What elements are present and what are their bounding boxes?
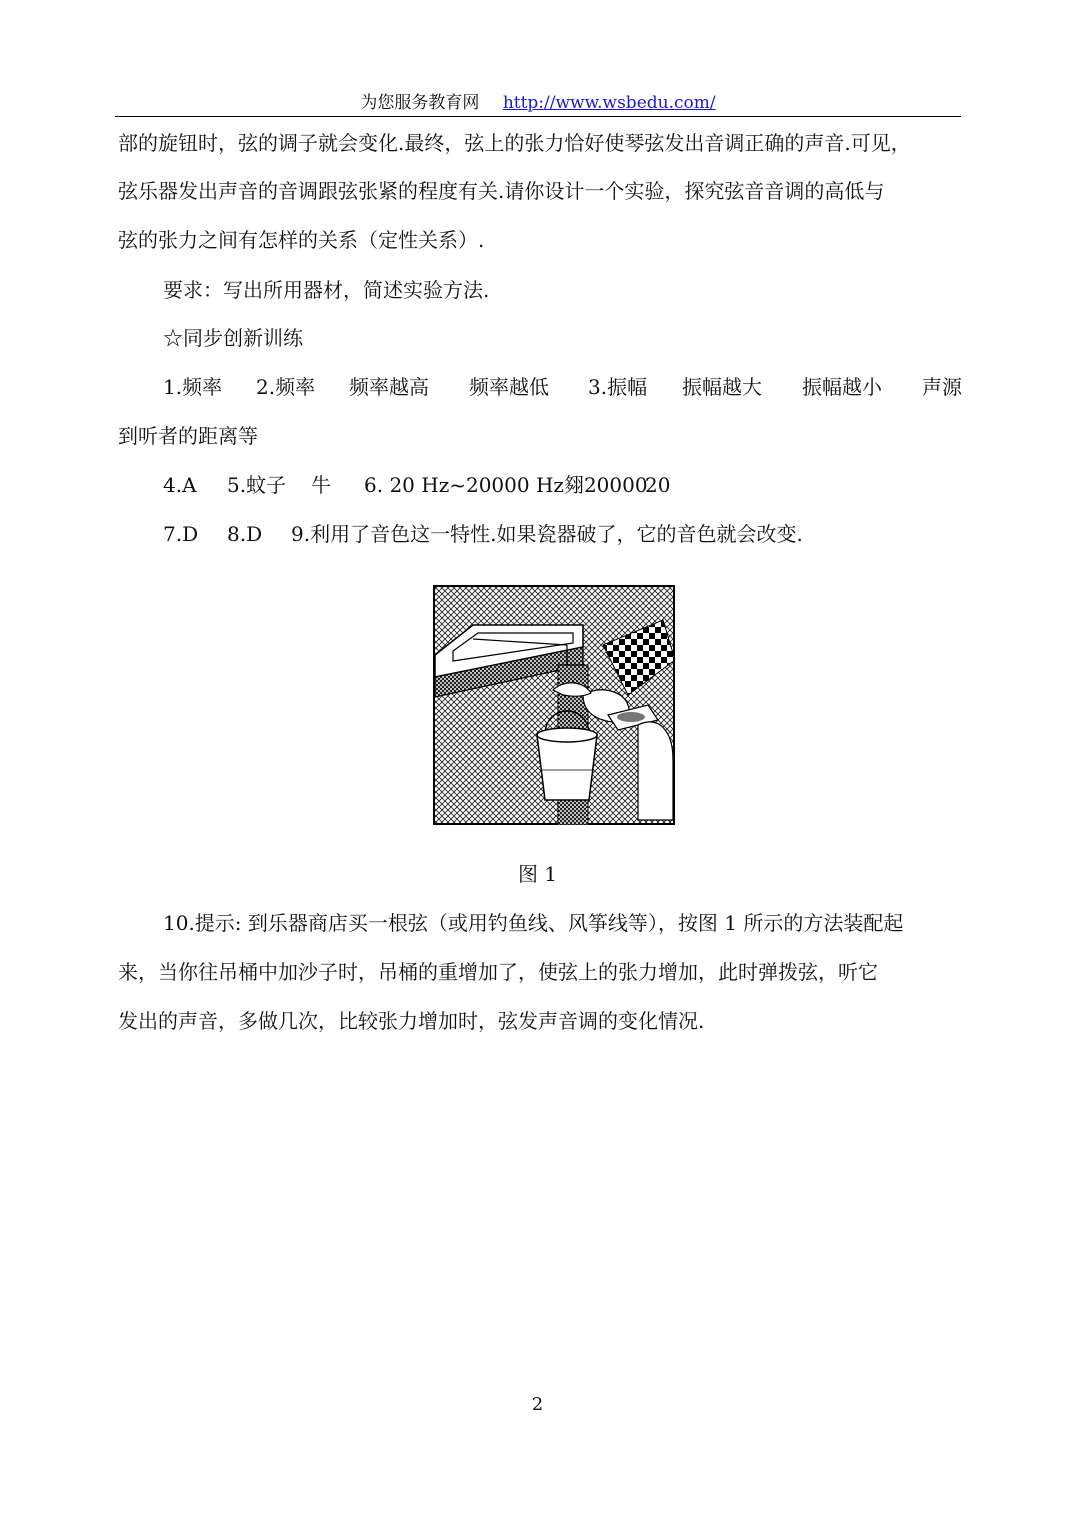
answer-item: 振幅越大 (682, 375, 762, 399)
answer-continuation: 到听者的距离等 (118, 424, 258, 448)
answer-item: 9.利用了音色这一特性.如果瓷器破了，它的音色就会改变. (291, 522, 803, 546)
page-number: 2 (531, 1394, 544, 1415)
answer-item: 4.A (163, 473, 197, 497)
answer-item: 1.频率 (163, 375, 223, 399)
site-name: 为您服务教育网 (360, 93, 480, 113)
answer-item: 频率越低 (469, 375, 549, 399)
requirement-text: 要求：写出所用器材，简述实验方法. (163, 278, 490, 302)
answer-item: 8.D (227, 522, 263, 546)
experiment-illustration (433, 585, 675, 825)
paragraph-line: 部的旋钮时，弦的调子就会变化.最终，弦上的张力恰好使琴弦发出音调正确的声音.可见， (118, 131, 911, 155)
paragraph-line: 弦乐器发出声音的音调跟弦张紧的程度有关.请你设计一个实验，探究弦音音调的高低与 (118, 179, 885, 203)
answer-item: 牛 (311, 473, 331, 497)
section-title: ☆同步创新训练 (163, 326, 303, 350)
answer-item: 声源 (922, 375, 962, 399)
answer-item: 7.D (163, 522, 199, 546)
answers-row-1 (163, 373, 963, 401)
page-header (115, 88, 961, 117)
answers-row-3 (163, 520, 953, 548)
answer-item: 3.振幅 (588, 375, 648, 399)
site-url-link[interactable]: http://www.wsbedu.com/ (502, 93, 716, 113)
answer-item: 2.频率 (256, 375, 316, 399)
hint-line: 来，当你往吊桶中加沙子时，吊桶的重增加了，使弦上的张力增加，此时弹拨弦，听它 (118, 960, 878, 984)
answer-item: 5.蚊子 (227, 473, 287, 497)
answer-item: 振幅越小 (802, 375, 882, 399)
paragraph-line: 弦的张力之间有怎样的关系（定性关系）. (118, 228, 485, 252)
answer-item: 6. 20 Hz~20000 Hz翗20000 (364, 473, 648, 497)
answer-item: 频率越高 (349, 375, 429, 399)
hint-line: 发出的声音，多做几次，比较张力增加时，弦发声音调的变化情况. (118, 1009, 705, 1033)
figure-caption: 图 1 (517, 862, 558, 886)
answers-row-2 (163, 471, 863, 499)
hint-line: 10.提示: 到乐器商店买一根弦（或用钓鱼线、风筝线等），按图 1 所示的方法装配起 (163, 911, 904, 935)
answer-item: 20 (645, 473, 671, 497)
